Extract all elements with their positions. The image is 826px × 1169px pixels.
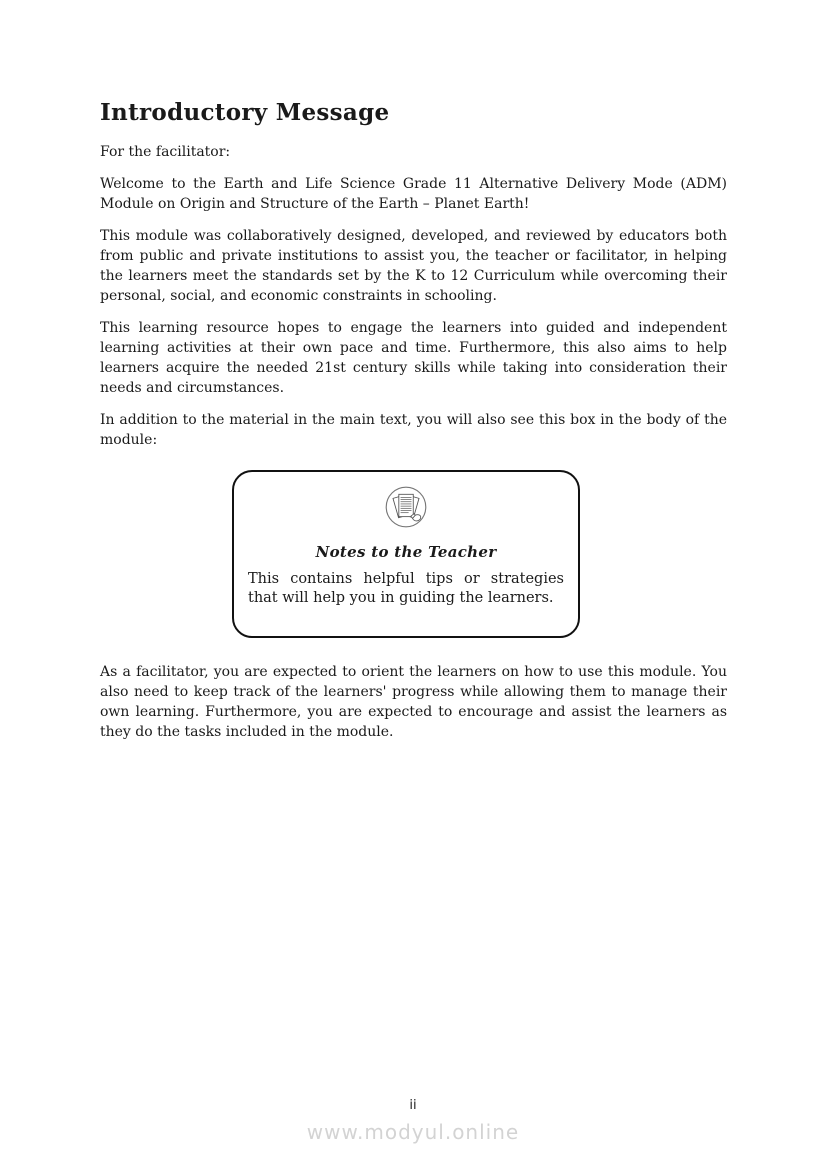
page-content [100, 98, 727, 754]
page-number: ii [409, 1098, 417, 1113]
notes-box-heading: Notes to the Teacher [315, 543, 497, 561]
paragraph-welcome: Welcome to the Earth and Life Science Grade 11 Alternative Delivery Mode (ADM) Module on Origin and Structure of the Earth – Planet Earth! [100, 176, 727, 212]
paragraph-module-design: This module was collaboratively designed, developed, and reviewed by educators both from public and private institutions to assist you, the teacher or facilitator, in helping the learners meet the standards set by the K to 12 Curriculum while overcoming their personal, social, and economic constraints in schooling. [100, 228, 727, 304]
paragraph-closing: As a facilitator, you are expected to orient the learners on how to use this module. You also need to keep track of the learners' progress while allowing them to manage their own learning. Furthermore, you are expected to encourage and assist the learners as they do the tasks included in the module. [100, 664, 727, 740]
paragraph-for-facilitator: For the facilitator: [100, 144, 231, 160]
paragraph-learning-resource: This learning resource hopes to engage the learners into guided and independent learning activities at their own pace and time. Furthermore, this also aims to help learners acquire the needed 21st century skills while taking into consideration their needs and circumstances. [100, 320, 727, 396]
watermark-text: www.modyul.online [306, 1120, 520, 1144]
paragraph-in-addition: In addition to the material in the main text, you will also see this box in the body of the module: [100, 412, 727, 448]
notes-to-teacher-box [232, 470, 580, 638]
page-title: Introductory Message [100, 99, 390, 126]
stacked-papers-hand-icon [248, 486, 564, 528]
notes-box-body: This contains helpful tips or strategies that will help you in guiding the learners. [248, 571, 564, 606]
